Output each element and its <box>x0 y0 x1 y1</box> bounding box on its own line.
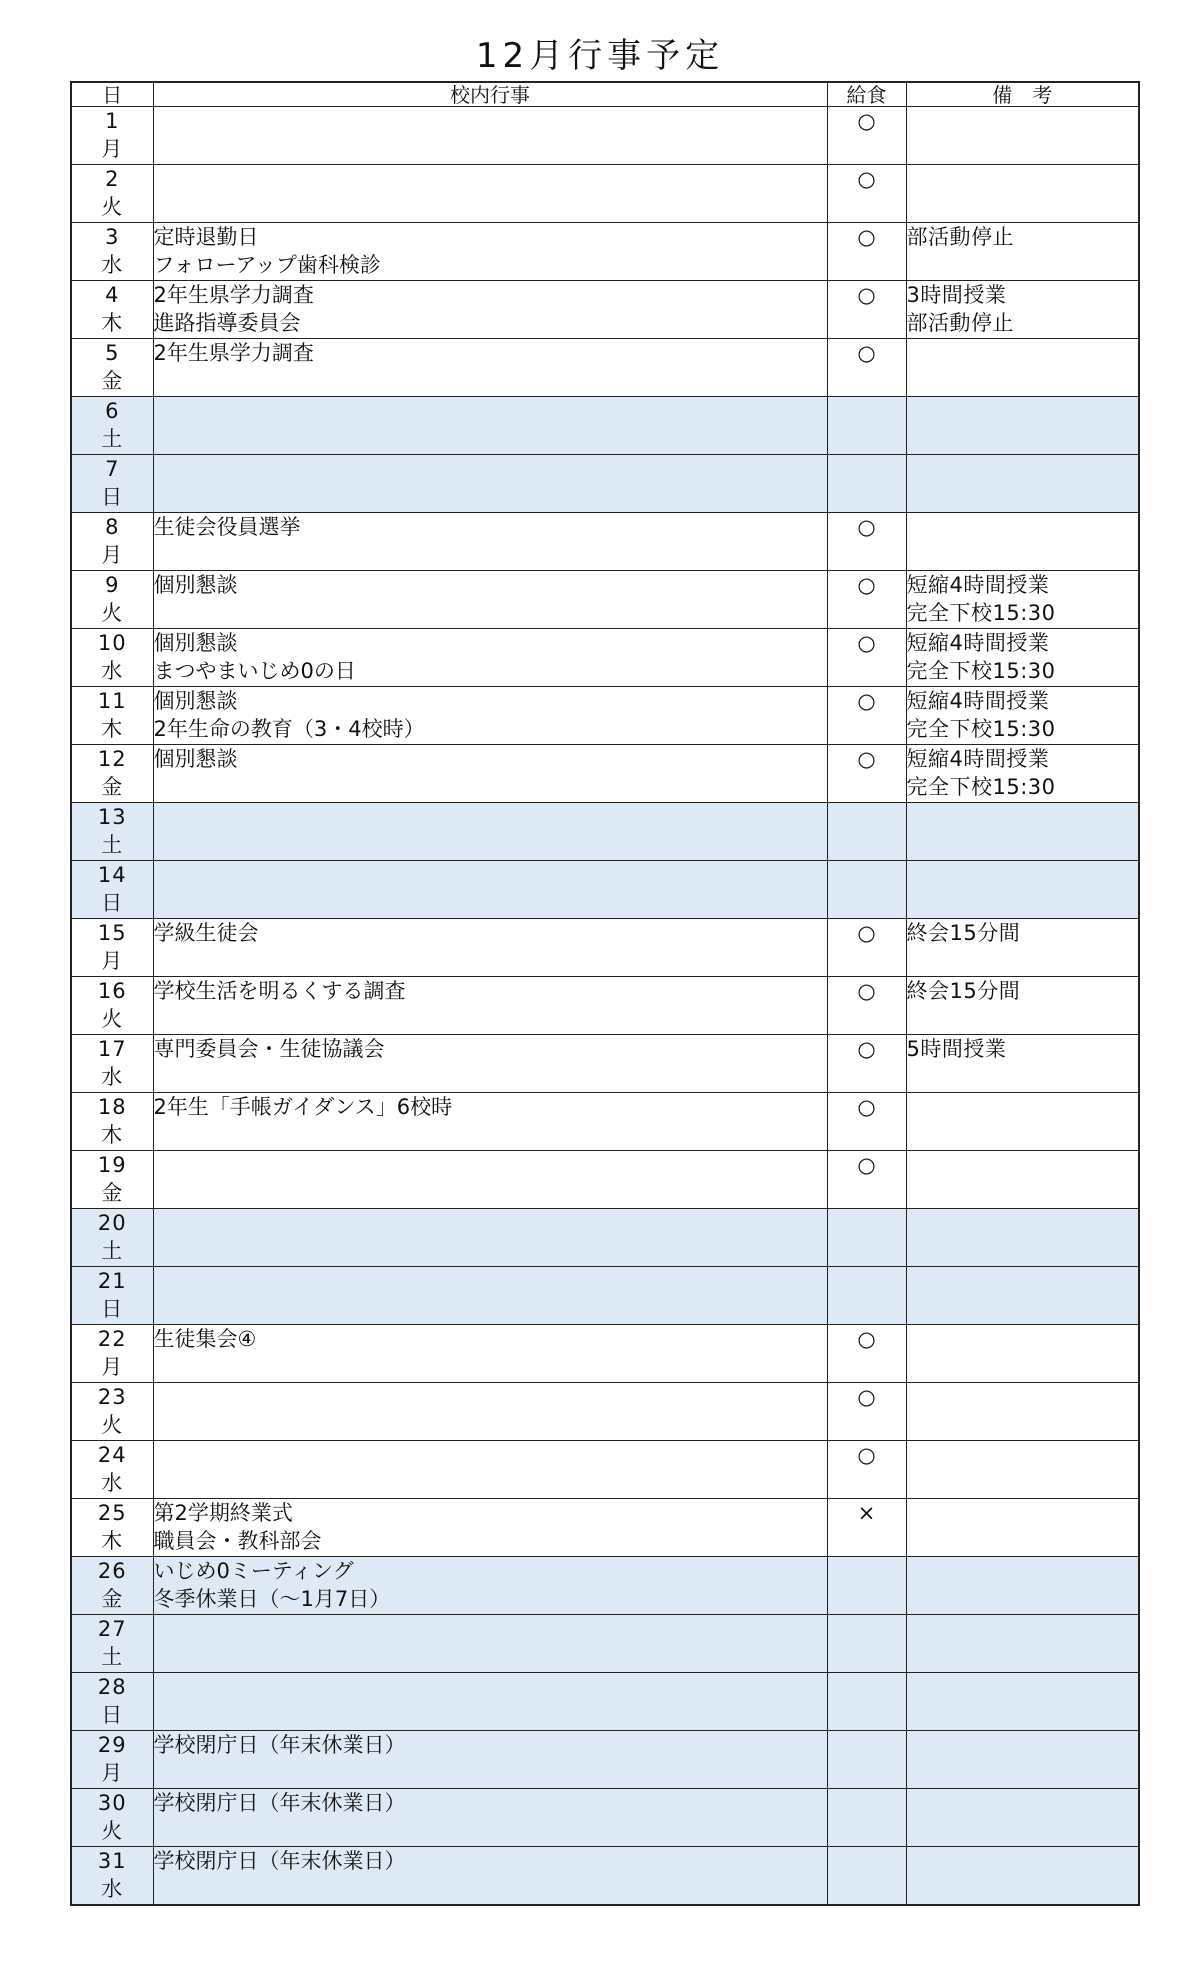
day-number: 26 <box>97 1559 127 1583</box>
day-cell <box>71 1731 153 1789</box>
day-number: 1 <box>105 109 120 133</box>
event-cell: 個別懇談 まつやまいじめ0の日 <box>153 629 827 687</box>
note-cell: 終会15分間 <box>906 919 1139 977</box>
lunch-cell <box>827 397 906 455</box>
table-row <box>71 1093 1139 1151</box>
day-cell <box>71 165 153 223</box>
weekday: 火 <box>101 1413 124 1437</box>
lunch-cell: ○ <box>827 513 906 571</box>
day-number: 30 <box>97 1791 127 1815</box>
weekday: 土 <box>101 1239 124 1263</box>
weekday: 水 <box>101 659 124 683</box>
table-row <box>71 1847 1139 1906</box>
event-cell: 生徒会役員選挙 <box>153 513 827 571</box>
lunch-cell: ○ <box>827 687 906 745</box>
note-cell: 短縮4時間授業 完全下校15:30 <box>906 745 1139 803</box>
note-cell: 短縮4時間授業 完全下校15:30 <box>906 571 1139 629</box>
day-cell <box>71 1383 153 1441</box>
event-cell: 2年生「手帳ガイダンス」6校時 <box>153 1093 827 1151</box>
event-cell <box>153 1383 827 1441</box>
day-number: 22 <box>97 1327 127 1351</box>
day-number: 19 <box>97 1153 127 1177</box>
day-number: 24 <box>97 1443 127 1467</box>
day-cell <box>71 455 153 513</box>
event-cell <box>153 1615 827 1673</box>
note-cell <box>906 513 1139 571</box>
note-cell <box>906 1789 1139 1847</box>
weekday: 木 <box>101 1123 124 1147</box>
lunch-cell <box>827 1789 906 1847</box>
note-cell: 終会15分間 <box>906 977 1139 1035</box>
day-number: 12 <box>97 747 127 771</box>
day-cell <box>71 1615 153 1673</box>
header-note: 備 考 <box>906 82 1139 107</box>
day-cell <box>71 513 153 571</box>
table-row <box>71 571 1139 629</box>
table-row <box>71 397 1139 455</box>
schedule-rows <box>71 107 1139 1906</box>
day-cell <box>71 571 153 629</box>
weekday: 日 <box>101 1703 124 1727</box>
event-cell: 個別懇談 <box>153 745 827 803</box>
note-cell: 5時間授業 <box>906 1035 1139 1093</box>
event-cell <box>153 397 827 455</box>
note-cell <box>906 1093 1139 1151</box>
table-row <box>71 455 1139 513</box>
lunch-cell: ○ <box>827 629 906 687</box>
day-number: 3 <box>105 225 120 249</box>
weekday: 土 <box>101 1645 124 1669</box>
weekday: 水 <box>101 1877 124 1901</box>
day-number: 2 <box>105 167 120 191</box>
note-cell <box>906 1615 1139 1673</box>
day-cell <box>71 803 153 861</box>
day-cell <box>71 1441 153 1499</box>
header-day: 日 <box>71 82 153 107</box>
event-cell <box>153 455 827 513</box>
day-number: 6 <box>105 399 120 423</box>
lunch-cell <box>827 455 906 513</box>
lunch-cell: ○ <box>827 165 906 223</box>
note-cell <box>906 165 1139 223</box>
day-cell <box>71 629 153 687</box>
day-cell <box>71 107 153 165</box>
table-row <box>71 1557 1139 1615</box>
note-cell <box>906 1325 1139 1383</box>
note-cell <box>906 861 1139 919</box>
table-row <box>71 1441 1139 1499</box>
event-cell: 個別懇談 <box>153 571 827 629</box>
day-number: 4 <box>105 283 120 307</box>
header-lunch: 給食 <box>827 82 906 107</box>
day-number: 21 <box>97 1269 127 1293</box>
table-row <box>71 687 1139 745</box>
day-number: 31 <box>97 1849 127 1873</box>
note-cell <box>906 1847 1139 1906</box>
day-cell <box>71 1673 153 1731</box>
lunch-cell: ○ <box>827 281 906 339</box>
table-row <box>71 1383 1139 1441</box>
weekday: 水 <box>101 1471 124 1495</box>
weekday: 金 <box>101 1181 124 1205</box>
table-row <box>71 1209 1139 1267</box>
day-cell <box>71 977 153 1035</box>
header-event: 校内行事 <box>153 82 827 107</box>
day-number: 28 <box>97 1675 127 1699</box>
weekday: 木 <box>101 717 124 741</box>
table-row <box>71 1789 1139 1847</box>
day-number: 15 <box>97 921 127 945</box>
note-cell <box>906 1673 1139 1731</box>
lunch-cell: ○ <box>827 339 906 397</box>
day-cell <box>71 339 153 397</box>
weekday: 金 <box>101 775 124 799</box>
weekday: 日 <box>101 891 124 915</box>
day-cell <box>71 1209 153 1267</box>
lunch-cell: ○ <box>827 1151 906 1209</box>
table-row <box>71 861 1139 919</box>
day-number: 7 <box>105 457 120 481</box>
weekday: 日 <box>101 1297 124 1321</box>
note-cell <box>906 339 1139 397</box>
note-cell <box>906 1499 1139 1557</box>
event-cell <box>153 107 827 165</box>
weekday: 土 <box>101 833 124 857</box>
event-cell: 学校生活を明るくする調査 <box>153 977 827 1035</box>
day-cell <box>71 861 153 919</box>
weekday: 木 <box>101 311 124 335</box>
day-number: 25 <box>97 1501 127 1525</box>
event-cell: 生徒集会④ <box>153 1325 827 1383</box>
table-row <box>71 1151 1139 1209</box>
day-number: 29 <box>97 1733 127 1757</box>
note-cell <box>906 1151 1139 1209</box>
lunch-cell: ○ <box>827 919 906 977</box>
weekday: 水 <box>101 253 124 277</box>
note-cell <box>906 803 1139 861</box>
weekday: 木 <box>101 1529 124 1553</box>
lunch-cell: ○ <box>827 1325 906 1383</box>
lunch-cell <box>827 861 906 919</box>
table-row <box>71 1325 1139 1383</box>
note-cell: 短縮4時間授業 完全下校15:30 <box>906 687 1139 745</box>
day-number: 13 <box>97 805 127 829</box>
day-cell <box>71 1499 153 1557</box>
day-cell <box>71 1267 153 1325</box>
event-cell <box>153 1209 827 1267</box>
day-cell <box>71 1789 153 1847</box>
day-cell <box>71 1325 153 1383</box>
day-number: 17 <box>97 1037 127 1061</box>
day-cell <box>71 745 153 803</box>
weekday: 火 <box>101 195 124 219</box>
note-cell: 短縮4時間授業 完全下校15:30 <box>906 629 1139 687</box>
lunch-cell: × <box>827 1499 906 1557</box>
event-cell <box>153 1673 827 1731</box>
lunch-cell <box>827 1209 906 1267</box>
table-row <box>71 339 1139 397</box>
event-cell: 第2学期終業式 職員会・教科部会 <box>153 1499 827 1557</box>
note-cell <box>906 1731 1139 1789</box>
weekday: 水 <box>101 1065 124 1089</box>
table-row <box>71 1267 1139 1325</box>
lunch-cell: ○ <box>827 1383 906 1441</box>
lunch-cell <box>827 803 906 861</box>
event-cell: 2年生県学力調査 <box>153 339 827 397</box>
day-number: 8 <box>105 515 120 539</box>
event-cell <box>153 165 827 223</box>
weekday: 金 <box>101 369 124 393</box>
day-number: 11 <box>97 689 127 713</box>
day-number: 20 <box>97 1211 127 1235</box>
table-row <box>71 165 1139 223</box>
table-row <box>71 1673 1139 1731</box>
day-number: 5 <box>105 341 120 365</box>
note-cell <box>906 1441 1139 1499</box>
note-cell <box>906 455 1139 513</box>
lunch-cell: ○ <box>827 1441 906 1499</box>
event-cell: 定時退勤日 フォローアップ歯科検診 <box>153 223 827 281</box>
event-cell: 2年生県学力調査 進路指導委員会 <box>153 281 827 339</box>
weekday: 月 <box>101 1761 124 1785</box>
day-cell <box>71 281 153 339</box>
event-cell <box>153 861 827 919</box>
table-row <box>71 1499 1139 1557</box>
event-cell: 学校閉庁日（年末休業日） <box>153 1847 827 1906</box>
event-cell: 学校閉庁日（年末休業日） <box>153 1731 827 1789</box>
weekday: 月 <box>101 543 124 567</box>
event-cell: 学級生徒会 <box>153 919 827 977</box>
lunch-cell: ○ <box>827 223 906 281</box>
table-row <box>71 513 1139 571</box>
table-row <box>71 1731 1139 1789</box>
lunch-cell <box>827 1267 906 1325</box>
weekday: 月 <box>101 1355 124 1379</box>
lunch-cell <box>827 1731 906 1789</box>
event-cell <box>153 1441 827 1499</box>
weekday: 火 <box>101 1007 124 1031</box>
event-cell: 個別懇談 2年生命の教育（3・4校時） <box>153 687 827 745</box>
day-cell <box>71 1151 153 1209</box>
day-cell <box>71 397 153 455</box>
table-row <box>71 977 1139 1035</box>
note-cell <box>906 1557 1139 1615</box>
lunch-cell <box>827 1673 906 1731</box>
note-cell <box>906 397 1139 455</box>
lunch-cell: ○ <box>827 107 906 165</box>
lunch-cell <box>827 1847 906 1906</box>
day-cell <box>71 1557 153 1615</box>
lunch-cell: ○ <box>827 571 906 629</box>
lunch-cell: ○ <box>827 1093 906 1151</box>
table-row <box>71 223 1139 281</box>
weekday: 火 <box>101 1819 124 1843</box>
day-number: 16 <box>97 979 127 1003</box>
event-cell <box>153 1151 827 1209</box>
weekday: 月 <box>101 137 124 161</box>
event-cell: いじめ0ミーティング 冬季休業日（～1月7日） <box>153 1557 827 1615</box>
table-row <box>71 1615 1139 1673</box>
page-title: 12月行事予定 <box>475 36 725 76</box>
weekday: 日 <box>101 485 124 509</box>
header-row <box>71 82 1139 107</box>
weekday: 金 <box>101 1587 124 1611</box>
note-cell <box>906 1267 1139 1325</box>
schedule-table <box>70 81 1140 1906</box>
lunch-cell <box>827 1615 906 1673</box>
day-number: 10 <box>97 631 127 655</box>
day-number: 23 <box>97 1385 127 1409</box>
day-cell <box>71 1847 153 1906</box>
event-cell <box>153 1267 827 1325</box>
table-row <box>71 803 1139 861</box>
table-row <box>71 919 1139 977</box>
lunch-cell: ○ <box>827 1035 906 1093</box>
lunch-cell: ○ <box>827 745 906 803</box>
weekday: 火 <box>101 601 124 625</box>
day-cell <box>71 1093 153 1151</box>
note-cell <box>906 1383 1139 1441</box>
note-cell <box>906 107 1139 165</box>
day-cell <box>71 1035 153 1093</box>
note-cell <box>906 1209 1139 1267</box>
event-cell: 専門委員会・生徒協議会 <box>153 1035 827 1093</box>
weekday: 月 <box>101 949 124 973</box>
day-number: 9 <box>105 573 120 597</box>
note-cell: 部活動停止 <box>906 223 1139 281</box>
table-row <box>71 1035 1139 1093</box>
day-cell <box>71 919 153 977</box>
weekday: 土 <box>101 427 124 451</box>
day-cell <box>71 687 153 745</box>
table-row <box>71 745 1139 803</box>
day-number: 14 <box>97 863 127 887</box>
table-row <box>71 107 1139 165</box>
lunch-cell: ○ <box>827 977 906 1035</box>
day-number: 27 <box>97 1617 127 1641</box>
lunch-cell <box>827 1557 906 1615</box>
day-number: 18 <box>97 1095 127 1119</box>
day-cell <box>71 223 153 281</box>
event-cell <box>153 803 827 861</box>
note-cell: 3時間授業 部活動停止 <box>906 281 1139 339</box>
table-row <box>71 281 1139 339</box>
table-row <box>71 629 1139 687</box>
event-cell: 学校閉庁日（年末休業日） <box>153 1789 827 1847</box>
